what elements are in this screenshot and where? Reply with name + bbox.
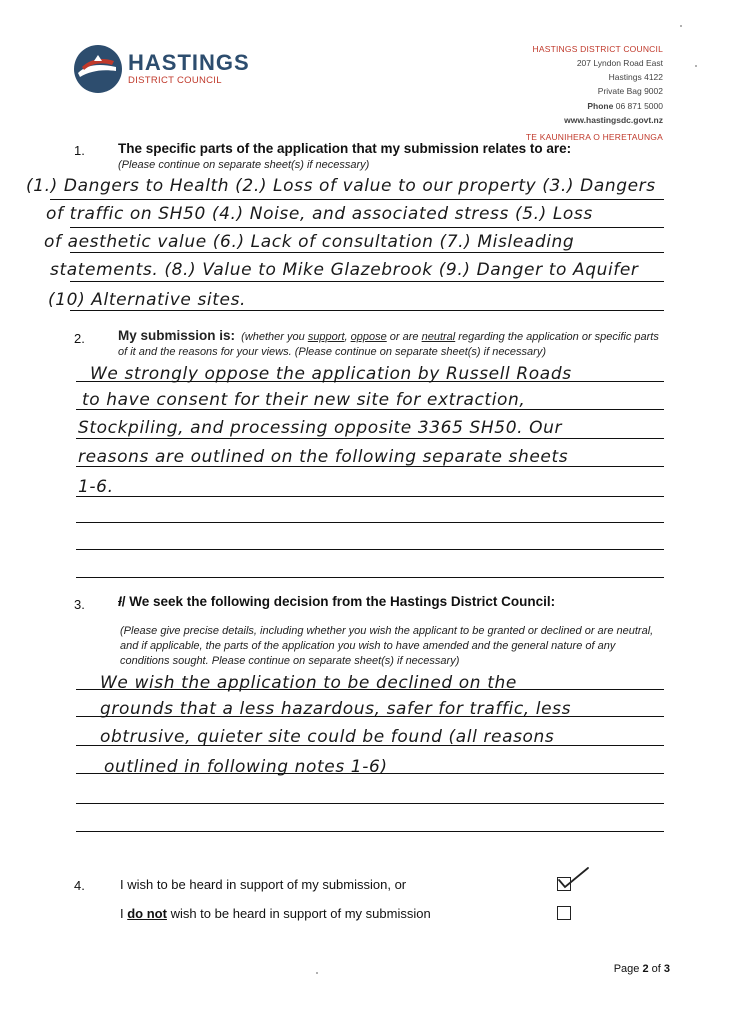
section1-rule	[70, 310, 664, 311]
section2-intro-b: regarding the application or specific parts	[455, 331, 659, 343]
section3-hand-line1: We wish the application to be declined on the	[100, 673, 517, 693]
section2-hand-line1: We strongly oppose the application by Russell Roads	[90, 364, 572, 384]
section2-heading: My submission is:	[118, 328, 236, 343]
section3-hand-line2: grounds that a less hazardous, safer for traffic, less	[100, 699, 572, 719]
section3-rule	[76, 689, 664, 690]
address-line3: Private Bag 9002	[597, 86, 663, 96]
section1-heading: The specific parts of the application that my submission relates to are:	[118, 141, 572, 156]
section2-intro	[118, 328, 666, 345]
section2-rule	[76, 409, 664, 410]
section3-heading-wrap	[118, 594, 555, 609]
section3-note-line2: and if applicable, the parts of the application you wish to have amended and the general nature of any	[120, 640, 616, 652]
section3-prefix: I	[118, 594, 122, 609]
section2-hand-line2: to have consent for their new site for extraction,	[82, 390, 526, 410]
section1-hand-line5: (10) Alternative sites.	[48, 290, 247, 310]
council-logo-icon	[72, 43, 124, 95]
address-council: HASTINGS DISTRICT COUNCIL	[532, 44, 663, 54]
checkmark-icon	[556, 866, 590, 892]
section3-hand-line4: outlined in following notes 1-6)	[104, 757, 388, 777]
section1-hand-line1: (1.) Dangers to Health (2.) Loss of value to our property (3.) Dangers	[26, 176, 656, 196]
section1-note: (Please continue on separate sheet(s) if necessary)	[118, 159, 370, 171]
section4-number: 4.	[74, 878, 85, 893]
section3-rule	[76, 745, 664, 746]
section2-rule	[76, 438, 664, 439]
section1-hand-line4: statements. (8.) Value to Mike Glazebrook (9.) Danger to Aquifer	[50, 260, 639, 280]
section1-rule	[70, 252, 664, 253]
section3-note-line3: conditions sought. Please continue on separate sheet(s) if necessary)	[120, 655, 460, 667]
section3-number: 3.	[74, 597, 85, 612]
page-current: 2	[642, 963, 649, 975]
not-heard-checkbox[interactable]	[557, 906, 571, 920]
section1-hand-line2: of traffic on SH50 (4.) Noise, and associated stress (5.) Loss	[46, 204, 593, 224]
phone-number: 06 871 5000	[615, 101, 663, 111]
section2-number: 2.	[74, 331, 85, 346]
section1-hand-line3: of aesthetic value (6.) Lack of consultation (7.) Misleading	[44, 232, 575, 252]
section1-number: 1.	[74, 143, 85, 158]
option2-do-not: do not	[127, 906, 167, 921]
address-line2: Hastings 4122	[608, 72, 663, 82]
neutral-word: neutral	[421, 331, 456, 343]
support-word: support	[307, 331, 345, 343]
oppose-word: oppose	[350, 331, 387, 343]
section2-rule	[76, 496, 664, 497]
section3-note	[120, 624, 670, 669]
scan-speck	[695, 65, 697, 67]
phone-label: Phone	[587, 101, 614, 111]
scan-speck	[316, 972, 318, 974]
page-total: 3	[663, 963, 670, 975]
option-heard-label: I wish to be heard in support of my submission, or	[120, 877, 407, 892]
section1-rule	[50, 199, 664, 200]
section2-rule	[76, 549, 664, 550]
section2-intro-a: (whether you	[241, 331, 308, 343]
section3-note-line1: (Please give precise details, including whether you wish the applicant to be granted or declined or are neutral,	[120, 625, 654, 637]
section3-rule	[76, 773, 664, 774]
maori-name: TE KAUNIHERA O HERETAUNGA	[525, 132, 663, 142]
section1-rule	[70, 281, 664, 282]
page-number	[614, 963, 670, 975]
section3-rule	[76, 803, 664, 804]
comma: ,	[344, 331, 351, 343]
section2-rule	[76, 466, 664, 467]
address-line1: 207 Lyndon Road East	[576, 58, 663, 68]
logo-title: HASTINGS	[128, 50, 250, 75]
section2-rule	[76, 381, 664, 382]
option-not-heard-label	[120, 906, 431, 921]
section1-rule	[70, 227, 664, 228]
section2-rule	[76, 577, 664, 578]
council-address	[533, 42, 663, 127]
or-are: or are	[386, 331, 422, 343]
section2-line2: of it and the reasons for your views. (Please continue on separate sheet(s) if necessary)	[118, 346, 546, 358]
option2-c: wish to be heard in support of my submission	[166, 906, 431, 921]
scan-speck	[680, 25, 682, 27]
website: www.hastingsdc.govt.nz	[564, 115, 663, 125]
section3-heading: / We seek the following decision from the Hastings District Council:	[121, 594, 556, 609]
section3-hand-line3: obtrusive, quieter site could be found (all reasons	[100, 727, 555, 747]
option2-a: I	[120, 906, 128, 921]
section2-hand-line3: Stockpiling, and processing opposite 3365 SH50. Our	[78, 418, 563, 438]
page-label-a: Page	[613, 963, 643, 975]
section3-rule	[76, 831, 664, 832]
logo-subtitle: DISTRICT COUNCIL	[128, 75, 222, 86]
section2-hand-line4: reasons are outlined on the following separate sheets	[78, 447, 569, 467]
section2-rule	[76, 522, 664, 523]
section2-hand-line5: 1-6.	[78, 477, 114, 497]
page-label-b: of	[648, 963, 664, 975]
section3-rule	[76, 716, 664, 717]
